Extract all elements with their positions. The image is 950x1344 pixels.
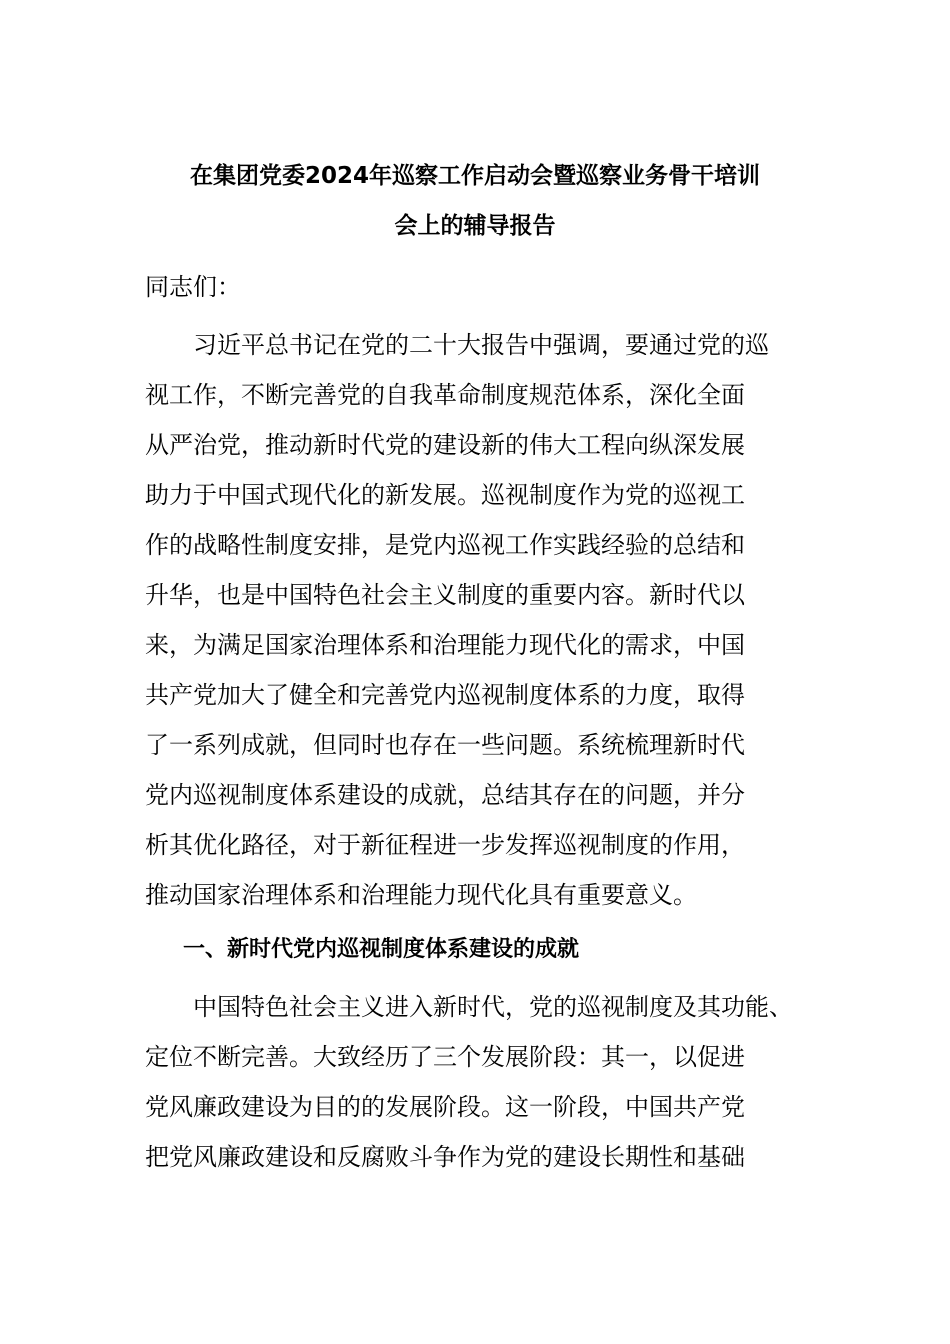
paragraph-1-line: 了一系列成就，但同时也存在一些问题。系统梳理新时代 xyxy=(145,731,745,759)
paragraph-1-line: 习近平总书记在党的二十大报告中强调，要通过党的巡 xyxy=(145,331,769,359)
paragraph-1-line: 来，为满足国家治理体系和治理能力现代化的需求，中国 xyxy=(145,631,745,659)
paragraph-2-line: 把党风廉政建设和反腐败斗争作为党的建设长期性和基础 xyxy=(145,1143,745,1171)
paragraph-1-line: 升华，也是中国特色社会主义制度的重要内容。新时代以 xyxy=(145,581,745,609)
paragraph-1-line: 从严治党，推动新时代党的建设新的伟大工程向纵深发展 xyxy=(145,431,745,459)
salutation: 同志们： xyxy=(145,273,241,301)
paragraph-1-line: 党内巡视制度体系建设的成就，总结其存在的问题，并分 xyxy=(145,781,745,809)
paragraph-1-line: 共产党加大了健全和完善党内巡视制度体系的力度，取得 xyxy=(145,681,745,709)
paragraph-2-line: 中国特色社会主义进入新时代，党的巡视制度及其功能、 xyxy=(145,993,793,1021)
paragraph-2-line: 党风廉政建设为目的的发展阶段。这一阶段，中国共产党 xyxy=(145,1093,745,1121)
paragraph-1-line: 作的战略性制度安排，是党内巡视工作实践经验的总结和 xyxy=(145,531,745,559)
paragraph-1-line: 视工作，不断完善党的自我革命制度规范体系，深化全面 xyxy=(145,381,745,409)
paragraph-1-line: 推动国家治理体系和治理能力现代化具有重要意义。 xyxy=(145,881,697,909)
document-title-line-1: 在集团党委2024年巡察工作启动会暨巡察业务骨干培训 xyxy=(189,163,760,189)
paragraph-2-line: 定位不断完善。大致经历了三个发展阶段：其一，以促进 xyxy=(145,1043,745,1071)
paragraph-1-line: 助力于中国式现代化的新发展。巡视制度作为党的巡视工 xyxy=(145,481,745,509)
paragraph-1-line: 析其优化路径，对于新征程进一步发挥巡视制度的作用， xyxy=(145,831,745,859)
section-1-heading: 一、新时代党内巡视制度体系建设的成就 xyxy=(183,937,580,962)
document-title-line-2: 会上的辅导报告 xyxy=(394,213,556,239)
